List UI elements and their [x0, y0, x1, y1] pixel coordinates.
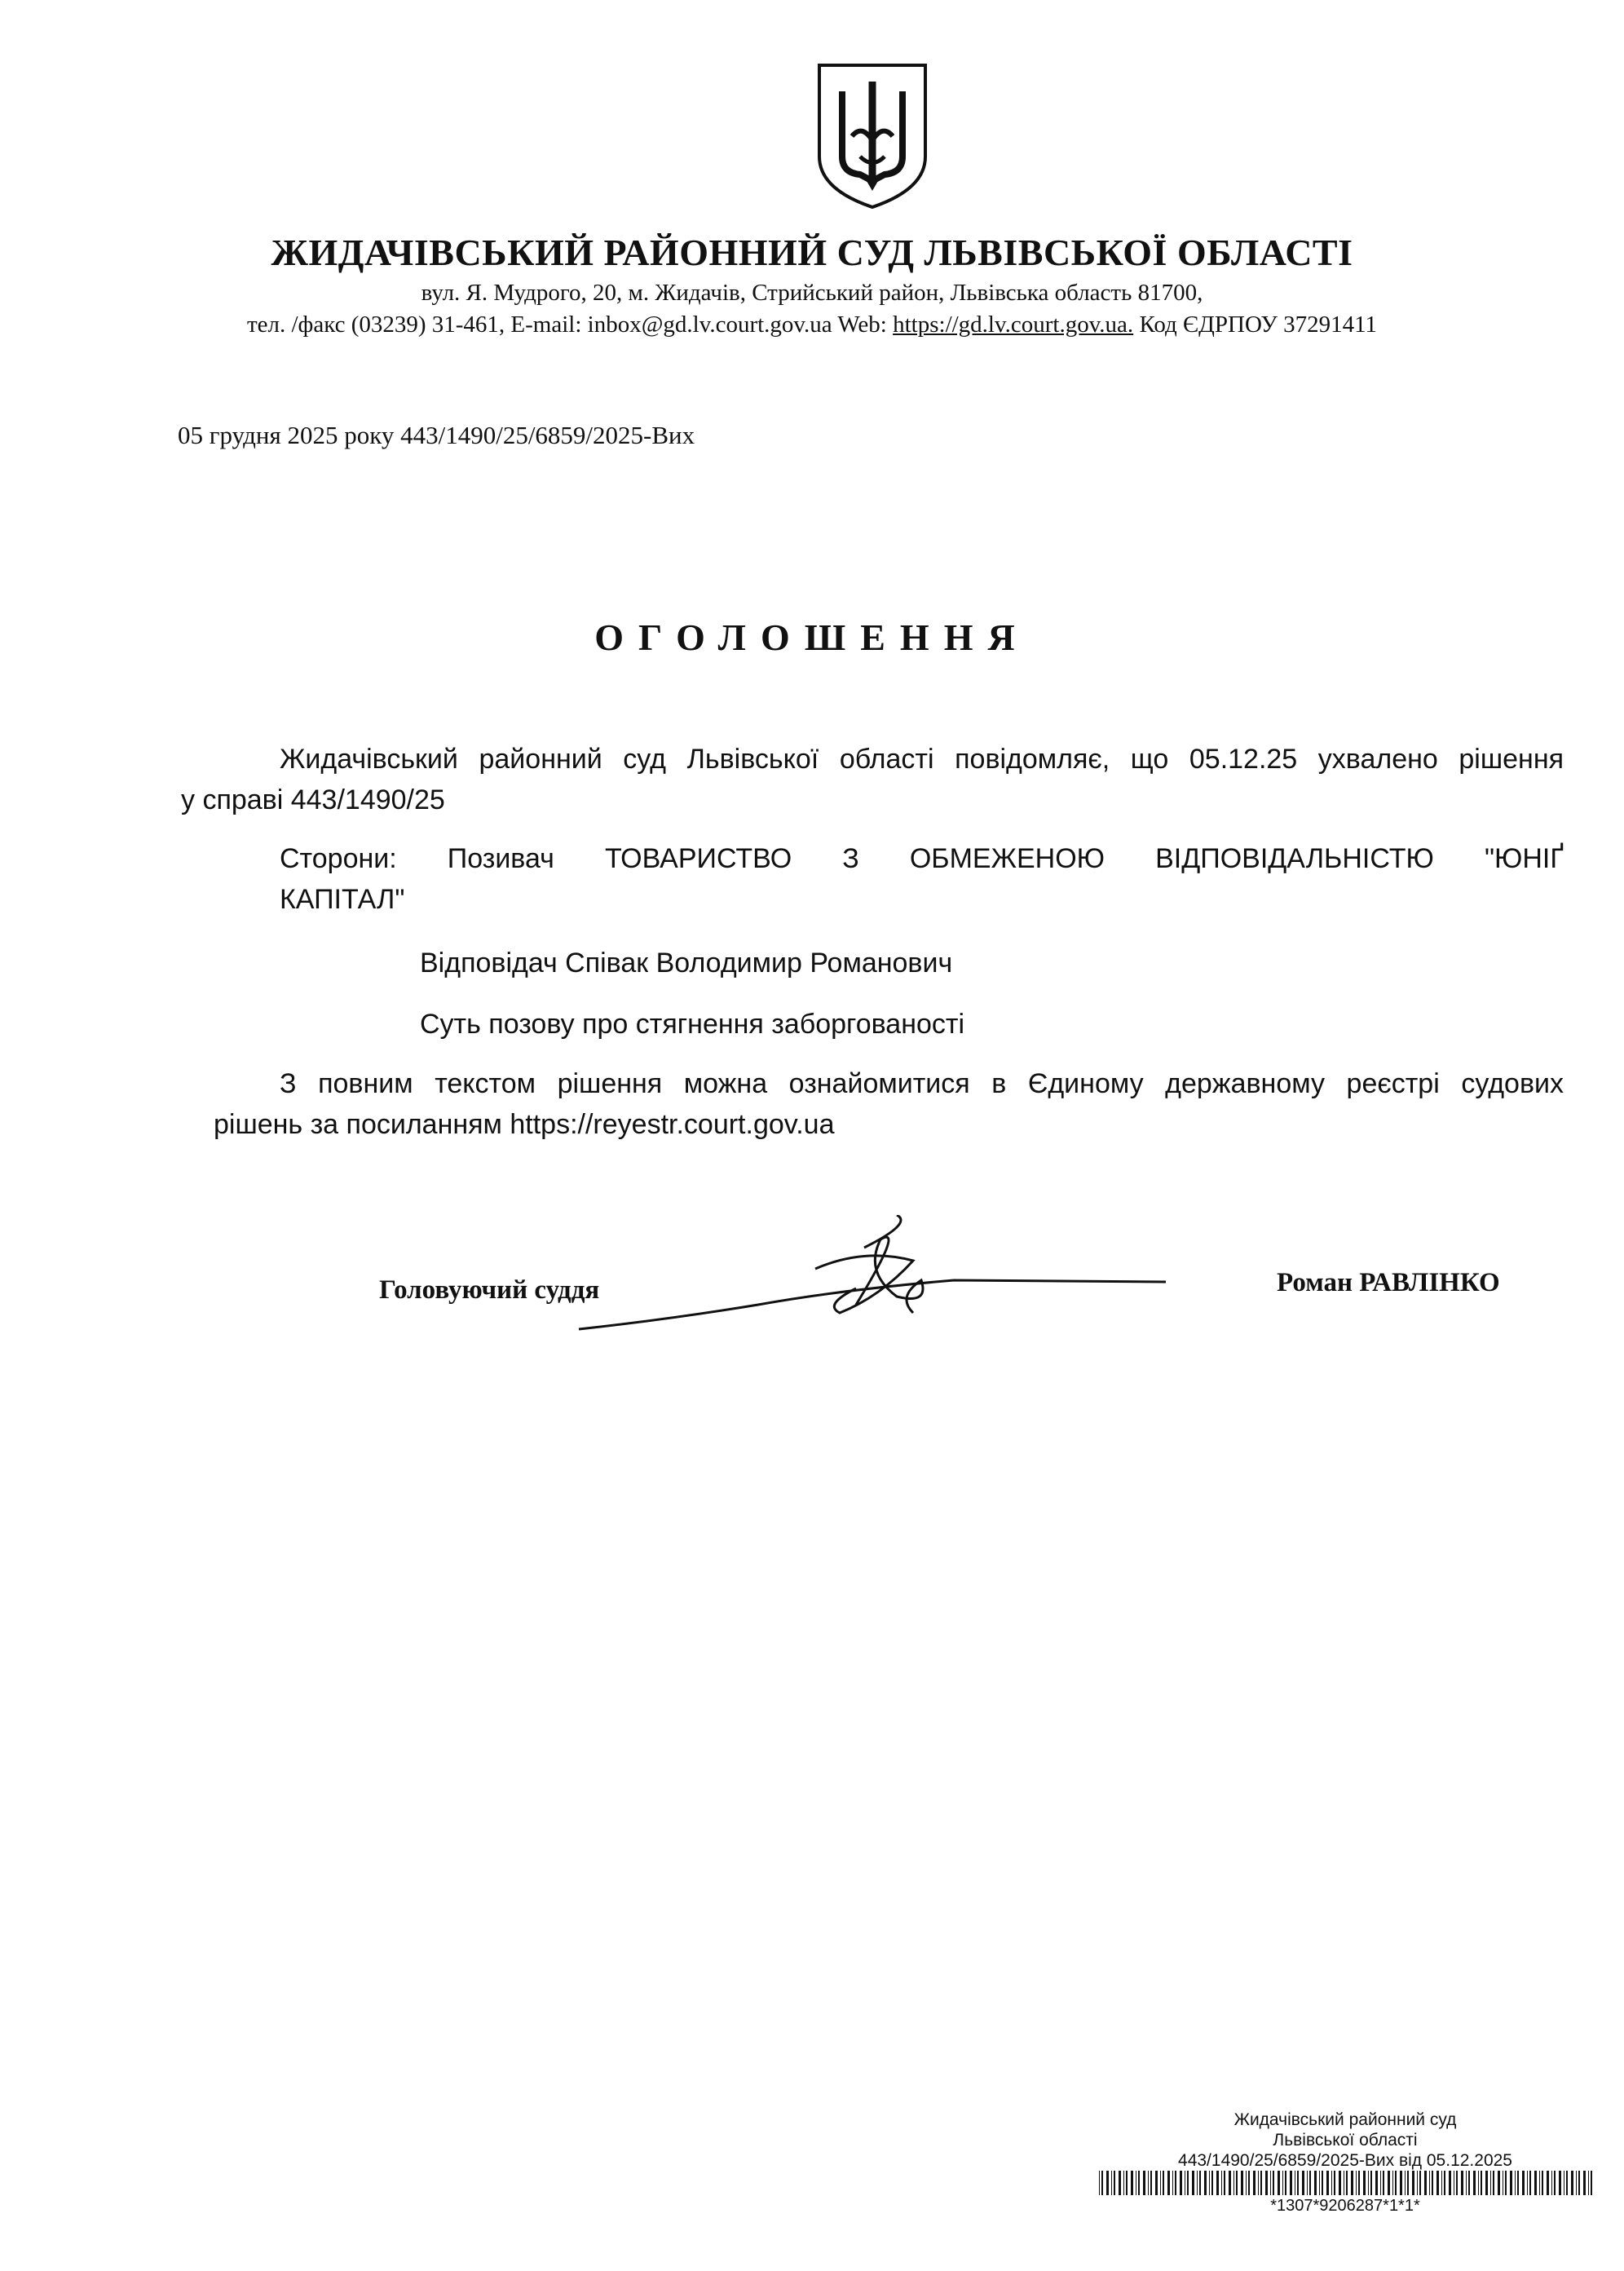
outgoing-reference: 05 грудня 2025 року 443/1490/25/6859/2025-Вих: [178, 421, 695, 449]
stamp-reference: 443/1490/25/6859/2025-Вих від 05.12.2025: [1178, 2151, 1512, 2170]
contacts-text: тел. /факс (03239) 31-461, E-mail: inbox@gd.lv.court.gov.ua Web:: [246, 311, 894, 338]
barcode-number: *1307*9206287*1*1*: [1270, 2197, 1420, 2215]
announcement-paragraph-1-cont: у справі 443/1490/25: [181, 784, 445, 815]
court-website-link[interactable]: https://gd.lv.court.gov.ua.: [893, 311, 1134, 338]
judge-name: Роман РАВЛІНКО: [1277, 1268, 1500, 1297]
announcement-paragraph-1: Жидачівський районний суд Львівської області повідомляє, що 05.12.25 ухвалено рішення: [280, 744, 1564, 775]
parties-defendant: Відповідач Співак Володимир Романович: [420, 948, 953, 979]
stamp-court-name: Жидачівський районний суд: [1233, 2110, 1457, 2129]
coat-of-arms-emblem: [811, 59, 933, 214]
court-address: вул. Я. Мудрого, 20, м. Жидачів, Стрийський район, Львівська область 81700,: [421, 280, 1203, 306]
full-text-notice: З повним текстом рішення можна ознайомитися в Єдиному державному реєстрі судових: [280, 1068, 1564, 1099]
parties-plaintiff: Сторони: Позивач ТОВАРИСТВО З ОБМЕЖЕНОЮ ВІДПОВІДАЛЬНІСТЮ "ЮНІҐ: [280, 843, 1564, 874]
stamp-region: Львівської області: [1273, 2131, 1418, 2149]
parties-plaintiff-cont: КАПІТАЛ": [280, 884, 405, 915]
claim-essence: Суть позову про стягнення заборгованості: [420, 1009, 965, 1040]
registration-stamp: [1084, 2110, 1606, 2171]
document-title: ОГОЛОШЕННЯ: [594, 616, 1030, 658]
presiding-judge-label: Головуючий суддя: [379, 1275, 600, 1305]
edrpou-code: Код ЄДРПОУ 37291411: [1133, 311, 1378, 338]
court-name-heading: ЖИДАЧІВСЬКИЙ РАЙОННИЙ СУД ЛЬВІВСЬКОЇ ОБЛАСТІ: [271, 232, 1353, 273]
barcode: [1099, 2171, 1592, 2195]
handwritten-signature: [571, 1215, 1174, 1345]
full-text-notice-cont: рішень за посиланням https://reyestr.court.gov.ua: [214, 1109, 835, 1140]
court-contacts: [0, 311, 1624, 338]
